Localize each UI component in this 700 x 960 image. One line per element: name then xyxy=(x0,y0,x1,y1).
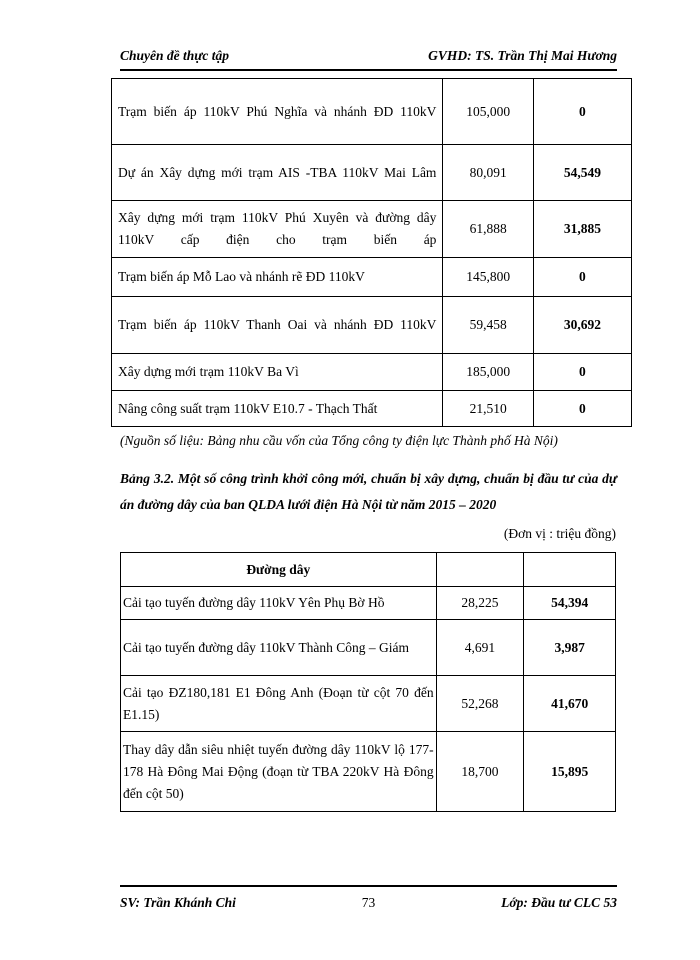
page-header xyxy=(120,48,617,71)
total-value: 105,000 xyxy=(443,79,533,145)
plan-value: 54,549 xyxy=(533,145,631,201)
column-header-line: Đường dây xyxy=(121,553,437,587)
line-name: Thay dây dẫn siêu nhiệt tuyến đường dây 110kV lộ 177-178 Hà Đông Mai Động (đoạn từ TBA 220kV Hà Đông đến cột 50) xyxy=(121,732,437,812)
project-name: Trạm biến áp 110kV Thanh Oai và nhánh ĐD 110kV xyxy=(112,297,443,354)
total-value: 145,800 xyxy=(443,258,533,297)
project-name: Trạm biến áp 110kV Phú Nghĩa và nhánh ĐD 110kV xyxy=(112,79,443,145)
plan-value: 3,987 xyxy=(524,620,616,676)
plan-value: 31,885 xyxy=(533,201,631,258)
total-value: 28,225 xyxy=(436,587,524,620)
plan-value: 0 xyxy=(533,258,631,297)
total-value: 18,700 xyxy=(436,732,524,812)
footer-student: SV: Trần Khánh Chi xyxy=(120,895,236,910)
project-name: Dự án Xây dựng mới trạm AIS -TBA 110kV Mai Lâm xyxy=(112,145,443,201)
table-row xyxy=(121,620,616,676)
unit-note: (Đơn vị : triệu đồng) xyxy=(503,526,616,541)
project-name: Nâng công suất trạm 110kV E10.7 - Thạch Thất xyxy=(112,391,443,427)
table-row xyxy=(112,201,632,258)
footer-class: Lớp: Đầu tư CLC 53 xyxy=(501,895,617,910)
total-value: 59,458 xyxy=(443,297,533,354)
project-name: Xây dựng mới trạm 110kV Phú Xuyên và đường dây 110kV cấp điện cho trạm biến áp xyxy=(112,201,443,258)
plan-value: 54,394 xyxy=(524,587,616,620)
lines-projects-table xyxy=(120,552,616,812)
total-value: 61,888 xyxy=(443,201,533,258)
total-value: 80,091 xyxy=(443,145,533,201)
column-header-total xyxy=(436,553,524,587)
header-supervisor: GVHD: TS. Trần Thị Mai Hương xyxy=(428,48,617,63)
total-value: 4,691 xyxy=(436,620,524,676)
table-row xyxy=(112,297,632,354)
column-header-plan xyxy=(524,553,616,587)
table-row xyxy=(121,587,616,620)
plan-value: 0 xyxy=(533,79,631,145)
project-name: Xây dựng mới trạm 110kV Ba Vì xyxy=(112,354,443,391)
table-row xyxy=(112,79,632,145)
projects-table-continued xyxy=(111,78,632,427)
table-row xyxy=(112,354,632,391)
plan-value: 0 xyxy=(533,391,631,427)
line-name: Cải tạo tuyến đường dây 110kV Thành Công – Giám xyxy=(121,620,437,676)
header-topic: Chuyên đề thực tập xyxy=(120,48,229,63)
project-name: Trạm biến áp Mỗ Lao và nhánh rẽ ĐD 110kV xyxy=(112,258,443,297)
plan-value: 30,692 xyxy=(533,297,631,354)
line-name: Cải tạo tuyến đường dây 110kV Yên Phụ Bờ Hồ xyxy=(121,587,437,620)
table-row xyxy=(121,732,616,812)
table-header-row xyxy=(121,553,616,587)
source-note: (Nguồn số liệu: Bảng nhu cầu vốn của Tổng công ty điện lực Thành phố Hà Nội) xyxy=(120,433,558,448)
plan-value: 41,670 xyxy=(524,676,616,732)
total-value: 21,510 xyxy=(443,391,533,427)
table-caption: Bảng 3.2. Một số công trình khởi công mới, chuẩn bị xây dựng, chuẩn bị đầu tư của dự án đường dây của ban QLDA lưới điện Hà Nội từ năm 2015 – 2020 xyxy=(120,471,617,512)
table-row xyxy=(112,258,632,297)
line-name: Cải tạo ĐZ180,181 E1 Đông Anh (Đoạn từ cột 70 đến E1.15) xyxy=(121,676,437,732)
plan-value: 15,895 xyxy=(524,732,616,812)
page-number: 73 xyxy=(361,895,376,910)
total-value: 185,000 xyxy=(443,354,533,391)
table-row xyxy=(112,391,632,427)
table-row xyxy=(112,145,632,201)
table-row xyxy=(121,676,616,732)
total-value: 52,268 xyxy=(436,676,524,732)
page-footer xyxy=(120,885,617,911)
plan-value: 0 xyxy=(533,354,631,391)
